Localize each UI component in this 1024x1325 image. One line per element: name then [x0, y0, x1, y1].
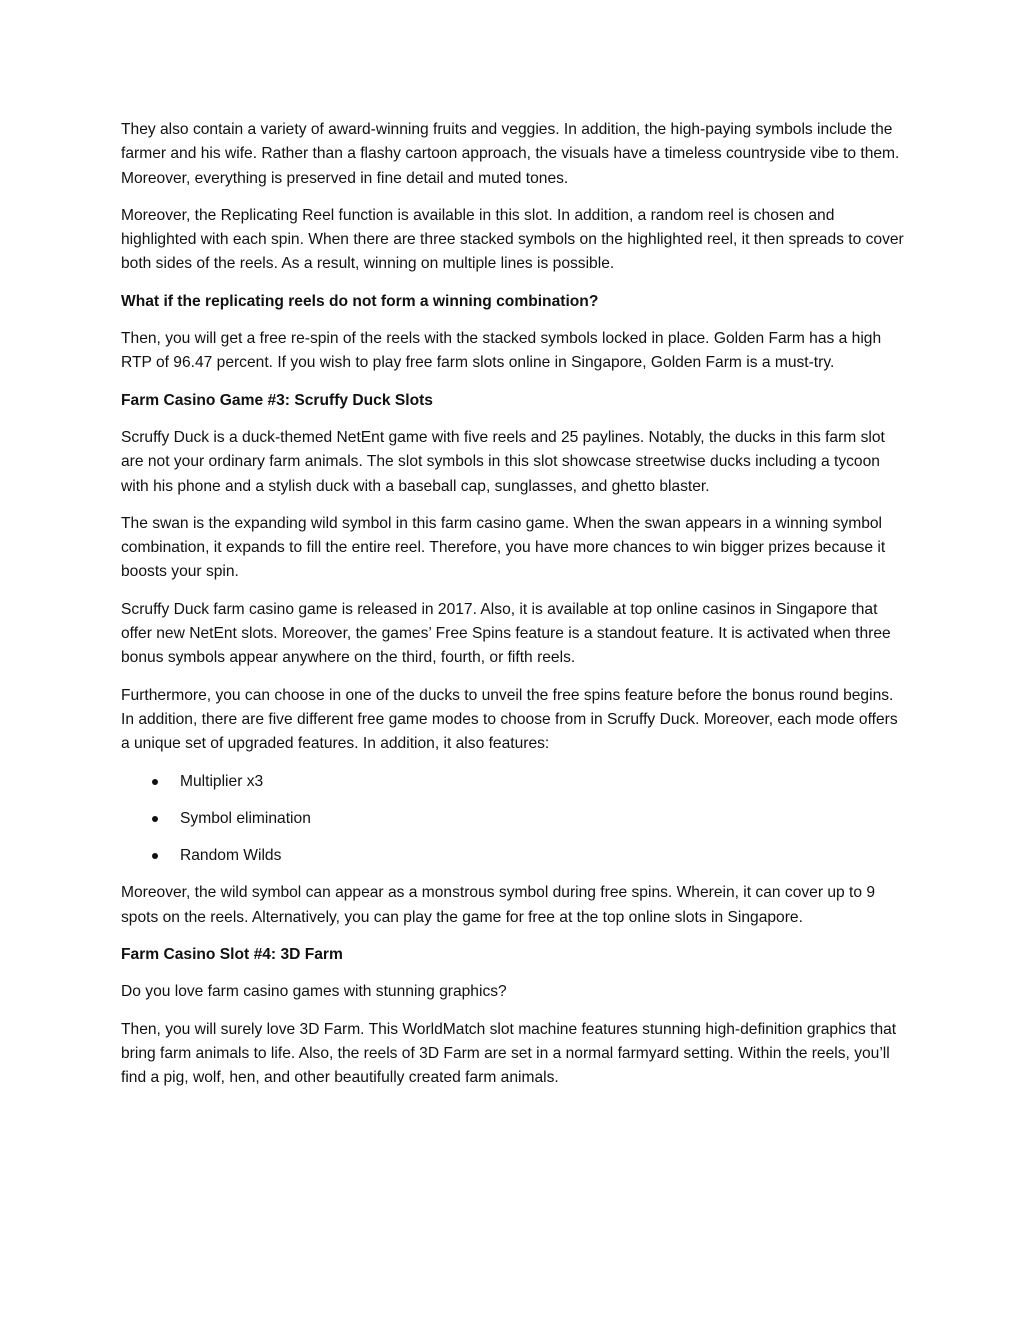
paragraph-free-respin: Then, you will get a free re-spin of the reels with the stacked symbols locked in place. Golden Farm has a high RTP of 96.47 percent. If you wish to play free farm slots online in Singapore, Golden Farm is a must-try. — [121, 330, 882, 372]
heading-3d-farm: Farm Casino Slot #4: 3D Farm — [121, 946, 343, 964]
bullet-list-item — [121, 807, 906, 831]
paragraph-replicating-reel: Moreover, the Replicating Reel function is available in this slot. In addition, a random reel is chosen and highlighted with each spin. When there are three stacked symbols on the highlighted reel, it then spreads to cover both sides of the reels. As a result, winning on multiple lines is possible. — [121, 206, 904, 273]
paragraph-fruits-veggies: They also contain a variety of award-winning fruits and veggies. In addition, the high-paying symbols include the farmer and his wife. Rather than a flashy cartoon approach, the visuals have a timeless countryside vibe to them. Moreover, everything is preserved in fine detail and muted tones. — [121, 121, 900, 187]
bullet-text: Random Wilds — [180, 847, 282, 865]
bullet-text: Multiplier x3 — [180, 772, 264, 790]
bullet-icon — [152, 816, 158, 822]
paragraph-monstrous-symbol: Moreover, the wild symbol can appear as a monstrous symbol during free spins. Wherein, it can cover up to 9 spots on the reels. Alternatively, you can play the game for free at the top online slots in Singapore. — [121, 884, 876, 926]
bullet-icon — [152, 853, 158, 859]
paragraph-stunning-graphics-question: Do you love farm casino games with stunning graphics? — [121, 983, 507, 1001]
paragraph-free-game-modes: Furthermore, you can choose in one of the ducks to unveil the free spins feature before the bonus round begins. In addition, there are five different free game modes to choose from in Scruffy Duck. Moreover, each mode offers a unique set of upgraded features. In addition, it also features: — [121, 686, 898, 753]
bullet-icon — [152, 779, 158, 785]
heading-replicating-question: What if the replicating reels do not form a winning combination? — [121, 292, 599, 310]
features-bullet-list — [121, 770, 906, 869]
bullet-text: Symbol elimination — [180, 809, 311, 827]
bullet-list-item — [121, 844, 906, 868]
document-page — [121, 118, 906, 1104]
heading-scruffy-duck: Farm Casino Game #3: Scruffy Duck Slots — [121, 391, 433, 409]
paragraph-release-2017: Scruffy Duck farm casino game is released in 2017. Also, it is available at top online casinos in Singapore that offer new NetEnt slots. Moreover, the games’ Free Spins feature is a standout feature. It is activated when three bonus symbols appear anywhere on the third, fourth, or fifth reels. — [121, 600, 891, 667]
paragraph-swan-wild: The swan is the expanding wild symbol in this farm casino game. When the swan appears in a winning symbol combination, it expands to fill the entire reel. Therefore, you have more chances to win bigger prizes because it boosts your spin. — [121, 514, 886, 581]
bullet-list-item — [121, 770, 906, 794]
paragraph-scruffy-duck-intro: Scruffy Duck is a duck-themed NetEnt game with five reels and 25 paylines. Notably, the ducks in this farm slot are not your ordinary farm animals. The slot symbols in this slot showcase streetwise ducks including a tycoon with his phone and a stylish duck with a baseball cap, sunglasses, and ghetto blaster. — [121, 428, 885, 495]
paragraph-3d-farm-description: Then, you will surely love 3D Farm. This WorldMatch slot machine features stunning high-definition graphics that bring farm animals to life. Also, the reels of 3D Farm are set in a normal farmyard setting. Within the reels, you’ll find a pig, wolf, hen, and other beautifully created farm animals. — [121, 1020, 897, 1087]
